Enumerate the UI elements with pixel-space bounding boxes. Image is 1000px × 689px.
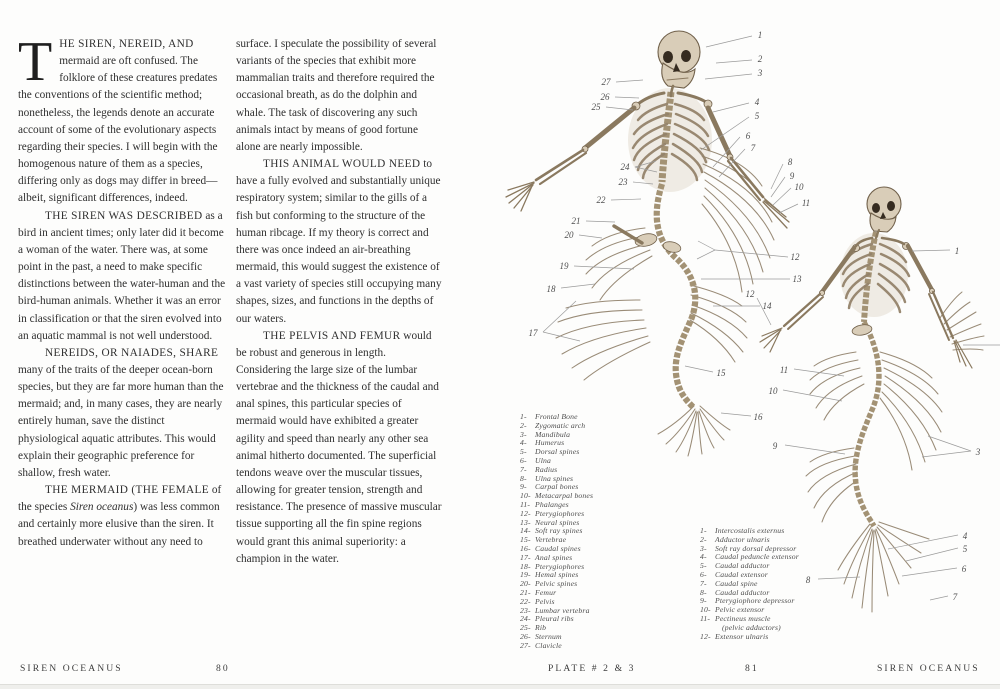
callout-number: 9 — [789, 171, 795, 181]
callout-line — [912, 250, 950, 251]
legend-item: 27- Clavicle — [520, 640, 562, 650]
callout-line — [705, 74, 752, 79]
callout-line — [779, 204, 798, 213]
paragraph: THE PELVIS AND FEMUR would be robust and generous in length. Considering the large size of the lumbar vertebrae and the thickness of the caudal and anal spines, this particular species of mermaid would have exhibited a greater agility and speed than nearly any other sea animal hitherto documented. The superficial tendons weave over the muscular tissues, allowing for greater tension, strength and resistance. The presence of massive muscular tissue supporting all the fin spine regions would grant this animal superiority: a champion in the water. — [236, 329, 442, 565]
mermaid-skeleton-1 — [506, 31, 789, 456]
callout-line — [716, 60, 752, 63]
callout-number: 4 — [962, 531, 968, 541]
callout-line — [616, 80, 643, 82]
legend-item: (pelvic adductors) — [722, 622, 781, 632]
legend-item: 22- Pelvis — [520, 596, 555, 606]
callout-number: 3 — [757, 68, 763, 78]
callout-number: 25 — [591, 102, 601, 112]
legend-item: 4- Caudal peduncle extensor — [700, 552, 799, 562]
legend-item: 8- Caudal adductor — [700, 587, 770, 597]
page-number-left: 80 — [216, 663, 230, 674]
legend-item: 21- Femur — [520, 587, 557, 597]
paragraph: THE SIREN, NEREID, AND mermaid are oft confused. The folklore of these creatures predates the conventions of the scientific method; nonetheless, the legends denote an accurate account of some of the evolutionary aspects regarding their species. I will begin with the homogenous nature of them as a species, differing only as dogs may differ in breed—albeit, significant differences, indeed. — [18, 31, 218, 205]
legend-item: 10- Pelvic extensor — [700, 605, 765, 615]
plate-label: PLATE # 2 & 3 — [548, 663, 636, 674]
legend-item: 15- Vertebrae — [520, 535, 567, 545]
callout-labels — [529, 30, 1000, 602]
callout-line — [928, 436, 971, 451]
page-bottom-edge — [0, 684, 1000, 689]
callout-number: 5 — [754, 111, 760, 121]
callout-line — [574, 266, 634, 269]
callout-line — [715, 250, 788, 257]
callout-number: 15 — [716, 368, 726, 378]
legend-item: 16- Caudal spines — [520, 543, 581, 553]
legend-item: 14- Soft ray spines — [520, 526, 583, 536]
footer-running-title-right: SIREN OCEANUS — [877, 663, 980, 674]
callout-line — [698, 241, 715, 250]
legend-item: 5- Caudal adductor — [700, 561, 770, 571]
callout-number: 13 — [792, 274, 802, 284]
legend-item: 12- Pterygiophores — [520, 508, 585, 518]
callout-number: 23 — [618, 177, 628, 187]
drop-cap: T — [18, 31, 53, 93]
paragraph: THE SIREN WAS DESCRIBED as a bird in ancient times; only later did it become a woman of the water. There was, at some point in the past, a need to make specific distinctions between the water-human and the bird-human animals. Whether it was an error in classification or that the siren evolved into an aquatic mammal is not well understood. — [18, 209, 226, 342]
callout-line — [794, 369, 844, 376]
callout-number: 12 — [745, 289, 755, 299]
legend-item: 6- Caudal extensor — [700, 569, 768, 579]
paragraph: NEREIDS, OR NAIADES, SHARE many of the traits of the deeper ocean-born species, but they are far more human than the mermaid; and, in many cases, they are nearly entirely human, save the distinct physiological aquatic attributes. This would explain their geographic preference for shallow, fresh water. — [18, 346, 224, 479]
callout-number: 20 — [564, 230, 574, 240]
legend-item: 13- Neural spines — [520, 517, 580, 527]
callout-line — [906, 548, 958, 561]
legend-item: 12- Extensor ulnaris — [700, 631, 769, 641]
callout-number: 16 — [753, 412, 763, 422]
callout-line — [785, 445, 845, 454]
callout-line — [818, 577, 860, 579]
paragraph: THIS ANIMAL WOULD NEED to have a fully evolved and substantially unique respiratory system; similar to the gills of a fish but conforming to the structure of the human ribcage. If my theory is correct and there was once indeed an air-breathing mermaid, this would suggest the existence of a vast variety of species still occupying many shapes, sizes, and functions in the depths of our waters. — [236, 158, 442, 325]
callout-line — [579, 235, 602, 238]
callout-number: 27 — [601, 77, 611, 87]
callout-line — [697, 250, 715, 259]
legend-item: 9- Carpal bones — [520, 482, 579, 492]
callout-number: 26 — [600, 92, 610, 102]
callout-number: 17 — [528, 328, 538, 338]
callout-number: 3 — [975, 447, 981, 457]
legend-muscles — [700, 527, 799, 641]
legend-item: 7- Caudal spine — [700, 578, 758, 588]
legend-item: 23- Lumbar vertebra — [520, 605, 590, 615]
legend-item: 2- Zygomatic arch — [520, 420, 586, 430]
legend-item: 3- Mandibula — [520, 429, 571, 439]
callout-number: 1 — [757, 30, 763, 40]
callout-line — [706, 36, 752, 47]
callout-number: 24 — [620, 162, 630, 172]
callout-line — [719, 149, 745, 177]
footer-running-title-left: SIREN OCEANUS — [20, 663, 123, 674]
legend-item: 6- Ulna — [520, 455, 551, 465]
callout-number: 18 — [546, 284, 556, 294]
callout-number: 4 — [754, 97, 760, 107]
callout-line — [543, 301, 576, 332]
legend-item: 19- Hemal spines — [520, 570, 579, 580]
page-number-right: 81 — [745, 663, 759, 674]
callout-number: 2 — [757, 54, 763, 64]
callout-number: 7 — [952, 592, 958, 602]
legend-bones — [520, 413, 593, 651]
legend-item: 18- Pterygiophores — [520, 561, 585, 571]
legend-item: 20- Pelvic spines — [520, 579, 578, 589]
legend-item: 8- Ulna spines — [520, 473, 574, 483]
legend-item: 4- Humerus — [520, 438, 565, 448]
callout-number: 1 — [954, 246, 960, 256]
callout-number: 8 — [787, 157, 793, 167]
callout-number: 6 — [745, 131, 751, 141]
callout-line — [771, 164, 783, 189]
callout-line — [561, 284, 595, 288]
callout-line — [713, 103, 749, 112]
callout-number: 5 — [962, 544, 968, 554]
callout-line — [771, 177, 785, 197]
callout-number: 21 — [571, 216, 581, 226]
callout-line — [586, 221, 615, 222]
callout-line — [611, 199, 641, 200]
callout-number: 12 — [790, 252, 800, 262]
paragraph: surface. I speculate the possibility of several variants of the species that exhibit more mammalian traits and therefore required the occasional breath, as do the dolphin and whale. The task of discovering any such animals intact by means of good fortune alone are nearly impossible. — [236, 38, 437, 153]
legend-item: 5- Dorsal spines — [520, 447, 580, 457]
callout-number: 9 — [772, 441, 778, 451]
callout-line — [543, 332, 580, 341]
callout-number: 10 — [794, 182, 804, 192]
callout-line — [922, 451, 971, 457]
legend-item: 26- Sternum — [520, 631, 562, 641]
callout-line — [902, 568, 957, 576]
callout-number: 19 — [559, 261, 569, 271]
callout-number: 22 — [596, 195, 606, 205]
legend-item: 17- Anal spines — [520, 552, 573, 562]
callout-number: 6 — [961, 564, 967, 574]
callout-number: 14 — [762, 301, 772, 311]
legend-item: 2- Adductor ulnaris — [700, 534, 770, 544]
legend-item: 24- Pleural ribs — [520, 614, 574, 624]
legend-item: 9- Pterygiophore depressor — [700, 596, 795, 606]
callout-number: 7 — [750, 143, 756, 153]
legend-item: 1- Frontal Bone — [520, 412, 578, 421]
callout-line — [721, 413, 751, 416]
legend-item: 11- Phalanges — [520, 499, 569, 509]
legend-item: 1- Intercostalis externus — [700, 526, 785, 535]
callout-line — [685, 366, 713, 372]
callout-number: 8 — [805, 575, 811, 585]
callout-line — [930, 596, 948, 600]
callout-line — [615, 97, 639, 98]
legend-item: 7- Radius — [520, 464, 558, 474]
legend-item: 25- Rib — [520, 623, 547, 633]
callout-number: 11 — [801, 198, 811, 208]
callout-line — [606, 107, 633, 110]
callout-number: 10 — [768, 386, 778, 396]
legend-item: 3- Soft ray dorsal depressor — [700, 543, 797, 553]
paragraph: THE MERMAID (THE FEMALE of the species Siren oceanus) was less common and certainly more elusive than the siren. It breathed underwater without any need to — [18, 484, 222, 548]
callout-number: 11 — [779, 365, 789, 375]
legend-item: 11- Pectineus muscle — [700, 613, 771, 623]
legend-item: 10- Metacarpal bones — [520, 491, 594, 501]
